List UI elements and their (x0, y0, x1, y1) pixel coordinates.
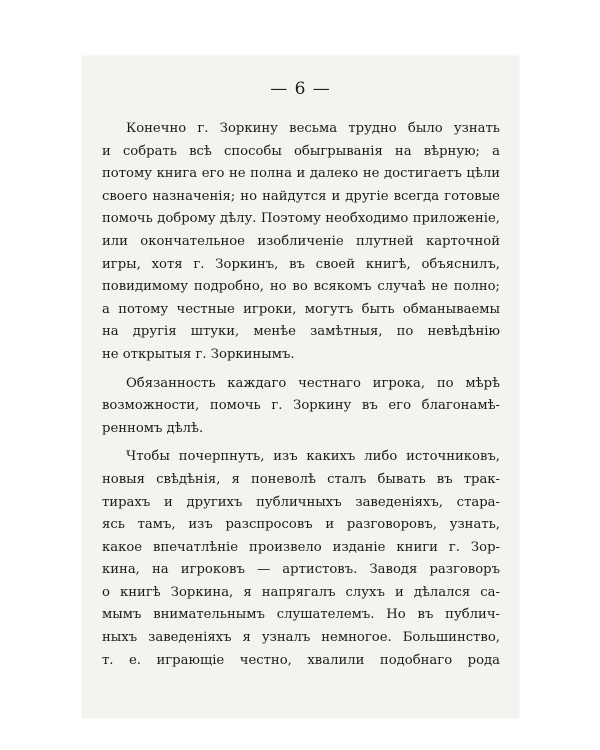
text-line: потому книга его не полна и далеко не достигаетъ цѣли (102, 166, 500, 182)
text-line: кина, на игроковъ — артистовъ. Заводя разговоръ (102, 562, 500, 578)
text-line: возможности, помочь г. Зоркину въ его благонамѣ- (102, 398, 500, 414)
book-page (82, 56, 519, 718)
text-line: о книгѣ Зоркина, я напрягалъ слухъ и дѣлался са- (102, 584, 500, 600)
text-line: не открытыя г. Зоркинымъ. (102, 346, 295, 362)
text-line: или окончательное изобличеніе плутней карточной (102, 233, 500, 249)
text-line: ныхъ заведеніяхъ я узналъ немногое. Большинство, (102, 630, 500, 646)
page-number: — 6 — (270, 79, 331, 99)
body-text (102, 118, 500, 672)
text-line: мымъ внимательнымъ слушателемъ. Но въ публич- (102, 607, 500, 623)
text-line: Чтобы почерпнуть, изъ какихъ либо источниковъ, (126, 449, 500, 465)
text-line: Обязанность каждаго честнаго игрока, по мѣрѣ (126, 375, 500, 391)
text-line: Конечно г. Зоркину весьма трудно было узнать (126, 121, 500, 136)
text-line: игры, хотя г. Зоркинъ, въ своей книгѣ, объяснилъ, (102, 256, 500, 272)
text-line: помочь доброму дѣлу. Поэтому необходимо приложеніе, (102, 211, 500, 227)
text-line: на другія штуки, менѣе замѣтныя, по невѣдѣнію (102, 324, 500, 340)
text-line: и собрать всѣ способы обыгрыванія на вѣрную; а (102, 143, 500, 159)
text-line: тирахъ и другихъ публичныхъ заведеніяхъ, стара- (102, 494, 500, 510)
text-line: а потому честные игроки, могутъ быть обманываемы (102, 301, 500, 317)
text-line: какое впечатлѣніе произвело изданіе книги г. Зор- (102, 539, 500, 555)
text-line: ренномъ дѣлѣ. (102, 420, 204, 436)
text-line: ясь тамъ, изъ разспросовъ и разговоровъ, узнать, (102, 517, 500, 533)
text-line: повидимому подробно, но во всякомъ случаѣ не полно; (102, 279, 500, 295)
text-line: своего назначенія; но найдутся и другіе всегда готовые (102, 188, 500, 204)
text-line: новыя свѣдѣнія, я поневолѣ сталъ бывать въ трак- (102, 471, 500, 487)
text-line: т. е. играющіе честно, хвалили подобнаго рода (102, 652, 500, 668)
